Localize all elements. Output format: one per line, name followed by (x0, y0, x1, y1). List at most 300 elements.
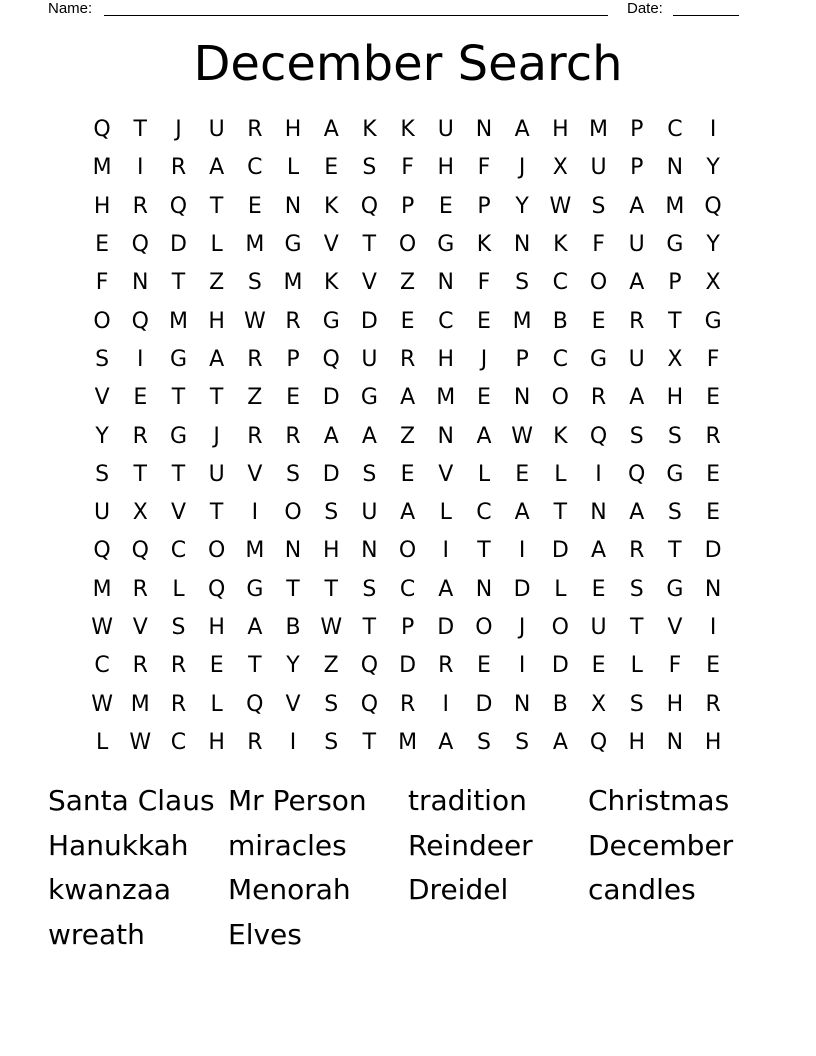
grid-letter[interactable]: R (170, 155, 187, 181)
grid-letter[interactable]: S (515, 729, 530, 755)
grid-letter[interactable]: C (399, 576, 416, 602)
grid-letter[interactable]: S (476, 729, 491, 755)
grid-letter[interactable]: N (437, 270, 455, 296)
grid-letter[interactable]: Z (323, 653, 339, 679)
grid-letter[interactable]: G (360, 385, 378, 411)
grid-letter[interactable]: R (170, 691, 187, 717)
grid-letter[interactable]: R (247, 423, 263, 449)
grid-letter[interactable]: M (245, 232, 265, 258)
grid-letter[interactable]: Q (207, 576, 226, 602)
grid-letter[interactable]: T (668, 538, 682, 564)
grid-letter[interactable]: S (362, 576, 377, 602)
grid-letter[interactable]: X (590, 691, 607, 717)
grid-letter[interactable]: D (551, 653, 569, 679)
grid-letter[interactable]: T (324, 576, 338, 602)
grid-letter[interactable]: T (133, 117, 147, 143)
grid-letter[interactable]: O (551, 385, 569, 411)
grid-letter[interactable]: P (515, 346, 529, 372)
grid-letter[interactable]: L (210, 232, 223, 258)
grid-letter[interactable]: R (285, 423, 301, 449)
grid-letter[interactable]: D (399, 653, 417, 679)
grid-letter[interactable]: I (595, 461, 602, 487)
grid-letter[interactable]: S (667, 500, 682, 526)
grid-letter[interactable]: H (208, 729, 225, 755)
grid-letter[interactable]: U (628, 346, 645, 372)
grid-letter[interactable]: H (552, 117, 569, 143)
grid-letter[interactable]: P (400, 615, 415, 640)
grid-letter[interactable]: T (133, 461, 147, 487)
grid-letter[interactable]: M (245, 538, 265, 564)
grid-letter[interactable]: K (324, 193, 339, 219)
grid-letter[interactable]: O (551, 615, 569, 640)
grid-letter[interactable]: Q (360, 193, 379, 219)
grid-letter[interactable]: E (400, 308, 415, 334)
grid-letter[interactable]: W (91, 691, 113, 717)
grid-letter[interactable]: G (437, 232, 455, 258)
grid-letter[interactable]: U (590, 615, 607, 640)
grid-letter[interactable]: U (361, 500, 378, 526)
grid-letter[interactable]: S (324, 691, 339, 717)
grid-letter[interactable]: N (132, 270, 149, 296)
grid-letter[interactable]: F (477, 155, 491, 181)
grid-letter[interactable]: W (243, 308, 266, 334)
grid-letter[interactable]: G (169, 346, 187, 372)
grid-letter[interactable]: M (512, 308, 532, 334)
grid-letter[interactable]: F (706, 346, 720, 372)
grid-letter[interactable]: L (286, 155, 300, 181)
grid-letter[interactable]: T (629, 615, 644, 640)
grid-letter[interactable]: R (132, 576, 148, 602)
grid-letter[interactable]: X (552, 155, 568, 181)
grid-letter[interactable]: N (666, 155, 684, 181)
grid-letter[interactable]: A (629, 385, 645, 411)
grid-letter[interactable]: D (513, 576, 531, 602)
grid-letter[interactable]: A (591, 538, 607, 564)
grid-letter[interactable]: T (362, 729, 377, 755)
grid-letter[interactable]: F (401, 155, 414, 181)
grid-letter[interactable]: P (400, 193, 415, 219)
grid-letter[interactable]: R (132, 423, 148, 449)
grid-letter[interactable]: S (667, 423, 682, 449)
grid-letter[interactable]: B (285, 615, 301, 640)
word-list-item: tradition (408, 784, 527, 817)
grid-letter[interactable]: N (284, 538, 302, 564)
grid-letter[interactable]: F (668, 653, 682, 679)
grid-letter[interactable]: L (554, 576, 567, 602)
grid-letter[interactable]: I (137, 155, 144, 181)
word-list-item: Christmas (588, 784, 730, 817)
grid-letter[interactable]: W (129, 729, 152, 755)
grid-letter[interactable]: F (95, 270, 109, 296)
grid-letter[interactable]: Q (360, 653, 379, 679)
grid-letter[interactable]: I (709, 117, 717, 143)
grid-letter[interactable]: T (209, 385, 224, 411)
grid-letter[interactable]: N (704, 576, 722, 602)
grid-letter[interactable]: K (553, 232, 568, 258)
grid-letter[interactable]: P (668, 270, 682, 296)
grid-letter[interactable]: S (591, 193, 606, 219)
grid-letter[interactable]: D (475, 691, 493, 717)
grid-letter[interactable]: R (438, 653, 454, 679)
grid-letter[interactable]: Q (131, 308, 149, 334)
grid-letter[interactable]: A (438, 576, 454, 602)
grid-letter[interactable]: I (137, 346, 144, 372)
grid-letter[interactable]: S (95, 461, 110, 487)
grid-letter[interactable]: S (324, 729, 339, 755)
grid-letter[interactable]: J (518, 155, 526, 181)
grid-letter[interactable]: C (247, 155, 263, 181)
header-fields (0, 0, 816, 22)
grid-letter[interactable]: Q (589, 423, 608, 449)
grid-letter[interactable]: C (667, 117, 683, 143)
grid-letter[interactable]: L (554, 461, 567, 487)
grid-letter[interactable]: A (323, 423, 339, 449)
grid-letter[interactable]: E (706, 461, 721, 487)
grid-row (83, 302, 733, 340)
grid-letter[interactable]: A (438, 729, 454, 755)
grid-letter[interactable]: M (92, 155, 112, 181)
grid-letter[interactable]: A (629, 500, 645, 526)
grid-row (83, 417, 733, 455)
grid-letter[interactable]: V (132, 615, 148, 640)
grid-letter[interactable]: R (399, 346, 416, 372)
grid-letter[interactable]: G (169, 423, 187, 449)
grid-letter[interactable]: T (209, 193, 224, 219)
grid-letter[interactable]: N (361, 538, 378, 564)
grid-letter[interactable]: M (283, 270, 303, 296)
grid-letter[interactable]: O (398, 538, 417, 564)
grid-letter[interactable]: R (399, 691, 416, 717)
grid-letter[interactable]: X (705, 270, 721, 296)
grid-letter[interactable]: E (477, 308, 491, 334)
grid-letter[interactable]: O (284, 500, 302, 526)
grid-letter[interactable]: A (629, 270, 645, 296)
grid-letter[interactable]: E (286, 385, 300, 411)
grid-letter[interactable]: C (476, 500, 492, 526)
grid-letter[interactable]: G (322, 308, 340, 334)
grid-letter[interactable]: D (322, 461, 340, 487)
grid-letter[interactable]: Q (322, 346, 340, 372)
grid-letter[interactable]: L (95, 729, 109, 755)
grid-letter[interactable]: E (515, 461, 530, 487)
grid-letter[interactable]: Q (131, 538, 149, 564)
grid-letter[interactable]: T (362, 232, 377, 258)
grid-letter[interactable]: T (209, 500, 224, 526)
grid-letter[interactable]: D (169, 232, 187, 258)
grid-letter[interactable]: A (629, 193, 645, 219)
grid-letter[interactable]: W (91, 615, 113, 640)
grid-letter[interactable]: L (630, 653, 643, 679)
grid-letter[interactable]: S (362, 461, 377, 487)
grid-letter[interactable]: E (209, 653, 224, 679)
grid-letter[interactable]: H (93, 193, 111, 219)
grid-letter[interactable]: O (207, 538, 226, 564)
grid-letter[interactable]: M (92, 576, 112, 602)
grid-letter[interactable]: V (285, 691, 301, 717)
grid-letter[interactable]: T (248, 653, 262, 679)
grid-letter[interactable]: E (95, 232, 110, 258)
grid-letter[interactable]: D (551, 538, 569, 564)
grid-letter[interactable]: Y (706, 232, 720, 258)
word-list-item: Elves (228, 917, 302, 951)
grid-letter[interactable]: G (666, 232, 684, 258)
grid-letter[interactable]: V (94, 385, 110, 411)
grid-letter[interactable]: P (630, 117, 644, 143)
grid-letter[interactable]: T (362, 615, 377, 640)
grid-letter[interactable]: Q (93, 117, 111, 143)
grid-letter[interactable]: H (437, 155, 455, 181)
grid-letter[interactable]: R (629, 538, 645, 564)
grid-letter[interactable]: E (706, 653, 721, 679)
grid-letter[interactable]: G (246, 576, 264, 602)
grid-letter[interactable]: R (705, 691, 721, 717)
grid-letter[interactable]: H (208, 615, 225, 640)
grid-letter[interactable]: H (208, 308, 225, 334)
grid-letter[interactable]: C (170, 538, 187, 564)
grid-letter[interactable]: X (667, 346, 683, 372)
grid-letter[interactable]: E (591, 308, 606, 334)
grid-letter[interactable]: A (361, 423, 377, 449)
grid-letter[interactable]: A (514, 117, 530, 143)
grid-letter[interactable]: L (172, 576, 185, 602)
grid-letter[interactable]: N (513, 385, 531, 411)
grid-letter[interactable]: R (590, 385, 607, 411)
grid-letter[interactable]: D (360, 308, 378, 334)
grid-letter[interactable]: G (666, 461, 684, 487)
grid-letter[interactable]: Q (360, 691, 379, 717)
grid-letter[interactable]: Q (704, 193, 722, 219)
grid-letter[interactable]: V (170, 500, 186, 526)
grid-letter[interactable]: E (477, 385, 491, 411)
grid-letter[interactable]: Z (400, 423, 416, 449)
grid-letter[interactable]: J (480, 346, 488, 372)
grid-letter[interactable]: K (362, 117, 377, 143)
grid-letter[interactable]: J (518, 615, 526, 640)
grid-letter[interactable]: R (132, 653, 148, 679)
grid-letter[interactable]: E (133, 385, 148, 411)
grid-letter[interactable]: Y (95, 423, 109, 449)
grid-letter[interactable]: V (667, 615, 683, 640)
grid-letter[interactable]: Q (628, 461, 646, 487)
grid-letter[interactable]: N (437, 423, 455, 449)
grid-letter[interactable]: H (284, 117, 302, 143)
grid-letter[interactable]: T (477, 538, 491, 564)
grid-letter[interactable]: C (552, 270, 569, 296)
grid-letter[interactable]: Z (400, 270, 416, 296)
grid-letter[interactable]: R (247, 117, 263, 143)
grid-letter[interactable]: Y (706, 155, 720, 181)
grid-letter[interactable]: R (247, 346, 263, 372)
grid-letter[interactable]: N (513, 691, 531, 717)
grid-letter[interactable]: M (130, 691, 150, 717)
grid-letter[interactable]: B (552, 691, 568, 717)
grid-letter[interactable]: Z (209, 270, 225, 296)
grid-letter[interactable]: A (476, 423, 492, 449)
grid-letter[interactable]: Y (515, 193, 529, 219)
grid-letter[interactable]: D (322, 385, 340, 411)
grid-letter[interactable]: L (439, 500, 452, 526)
grid-letter[interactable]: B (552, 308, 568, 334)
date-blank-line[interactable] (673, 15, 739, 16)
grid-letter[interactable]: I (709, 615, 717, 640)
grid-letter[interactable]: C (94, 653, 110, 679)
grid-letter[interactable]: I (518, 538, 526, 564)
grid-letter[interactable]: K (400, 117, 415, 143)
grid-letter[interactable]: M (168, 308, 188, 334)
grid-letter[interactable]: R (247, 729, 263, 755)
grid-letter[interactable]: U (628, 232, 645, 258)
grid-letter[interactable]: M (436, 385, 456, 411)
grid-letter[interactable]: S (629, 691, 644, 717)
grid-letter[interactable]: W (511, 423, 534, 449)
grid-letter[interactable]: X (132, 500, 148, 526)
grid-letter[interactable]: E (247, 193, 262, 219)
word-list-item: candles (588, 873, 696, 906)
grid-letter[interactable]: K (476, 232, 492, 258)
grid-letter[interactable]: J (213, 423, 220, 449)
letter-grid (83, 111, 733, 762)
grid-letter[interactable]: O (93, 308, 111, 334)
grid-letter[interactable]: A (400, 385, 416, 411)
grid-letter[interactable]: L (477, 461, 491, 487)
grid-letter[interactable]: E (400, 461, 415, 487)
grid-letter[interactable]: C (552, 346, 569, 372)
grid-letter[interactable]: U (361, 346, 378, 372)
grid-letter[interactable]: T (171, 461, 186, 487)
grid-letter[interactable]: E (324, 155, 339, 181)
grid-letter[interactable]: A (209, 346, 225, 372)
grid-letter[interactable]: M (665, 193, 685, 219)
grid-letter[interactable]: I (518, 653, 526, 679)
grid-letter[interactable]: S (629, 576, 644, 602)
grid-letter[interactable]: I (442, 691, 450, 717)
grid-letter[interactable]: A (514, 500, 530, 526)
grid-letter[interactable]: W (320, 615, 343, 640)
grid-letter[interactable]: C (170, 729, 187, 755)
grid-letter[interactable]: N (475, 576, 493, 602)
grid-letter[interactable]: T (171, 385, 186, 411)
grid-letter[interactable]: H (666, 691, 684, 717)
grid-letter[interactable]: U (208, 461, 225, 487)
grid-letter[interactable]: L (210, 691, 223, 717)
grid-letter[interactable]: P (286, 346, 300, 372)
grid-letter[interactable]: V (323, 232, 339, 258)
grid-letter[interactable]: E (438, 193, 453, 219)
grid-letter[interactable]: F (477, 270, 491, 296)
grid-letter[interactable]: C (438, 308, 454, 334)
grid-letter[interactable]: T (171, 270, 186, 296)
grid-letter[interactable]: K (324, 270, 339, 296)
grid-letter[interactable]: A (552, 729, 568, 755)
grid-letter[interactable]: V (361, 270, 377, 296)
grid-letter[interactable]: R (170, 653, 187, 679)
grid-letter[interactable]: N (284, 193, 302, 219)
grid-letter[interactable]: S (629, 423, 644, 449)
grid-letter[interactable]: O (475, 615, 493, 640)
grid-letter[interactable]: Q (93, 538, 111, 564)
grid-row (83, 264, 733, 302)
grid-letter[interactable]: M (589, 117, 609, 143)
grid-letter[interactable]: H (704, 729, 722, 755)
grid-letter[interactable]: A (209, 155, 225, 181)
grid-letter[interactable]: N (666, 729, 684, 755)
grid-letter[interactable]: U (208, 117, 225, 143)
grid-letter[interactable]: P (630, 155, 644, 181)
grid-letter[interactable]: S (362, 155, 377, 181)
grid-letter[interactable]: U (590, 155, 607, 181)
grid-letter[interactable]: P (477, 193, 491, 219)
grid-letter[interactable]: V (247, 461, 263, 487)
grid-letter[interactable]: H (666, 385, 684, 411)
grid-letter[interactable]: G (284, 232, 302, 258)
grid-letter[interactable]: H (322, 538, 340, 564)
name-blank-line[interactable] (104, 15, 608, 16)
grid-letter[interactable]: Q (246, 691, 264, 717)
grid-letter[interactable]: A (323, 117, 339, 143)
grid-letter[interactable]: E (591, 653, 606, 679)
grid-letter[interactable]: S (324, 500, 339, 526)
grid-letter[interactable]: S (286, 461, 301, 487)
grid-letter[interactable]: F (592, 232, 605, 258)
grid-letter[interactable]: Z (247, 385, 263, 411)
grid-letter[interactable]: U (94, 500, 111, 526)
grid-letter[interactable]: R (705, 423, 721, 449)
grid-letter[interactable]: M (398, 729, 418, 755)
grid-letter[interactable]: R (132, 193, 148, 219)
grid-letter[interactable]: J (175, 117, 182, 143)
grid-letter[interactable]: G (704, 308, 722, 334)
grid-letter[interactable]: N (590, 500, 607, 526)
grid-letter[interactable]: N (513, 232, 531, 258)
grid-letter[interactable]: T (286, 576, 300, 602)
grid-letter[interactable]: E (477, 653, 491, 679)
grid-letter[interactable]: Y (286, 653, 300, 679)
grid-letter[interactable]: A (400, 500, 416, 526)
grid-letter[interactable]: I (442, 538, 450, 564)
grid-letter[interactable]: R (629, 308, 645, 334)
grid-letter[interactable]: T (668, 308, 682, 334)
grid-letter[interactable]: S (95, 346, 110, 372)
grid-letter[interactable]: H (628, 729, 645, 755)
grid-letter[interactable]: I (289, 729, 297, 755)
grid-letter[interactable]: Q (131, 232, 149, 258)
grid-letter[interactable]: E (706, 385, 721, 411)
grid-letter[interactable]: U (437, 117, 454, 143)
grid-letter[interactable]: Q (589, 729, 608, 755)
grid-letter[interactable]: I (251, 500, 259, 526)
grid-letter[interactable]: E (706, 500, 721, 526)
grid-letter[interactable]: R (285, 308, 301, 334)
grid-letter[interactable]: O (398, 232, 417, 258)
grid-letter[interactable]: N (475, 117, 493, 143)
grid-letter[interactable]: W (549, 193, 572, 219)
grid-letter[interactable]: O (589, 270, 608, 296)
grid-letter[interactable]: A (247, 615, 263, 640)
grid-letter[interactable]: Q (169, 193, 188, 219)
grid-letter[interactable]: K (553, 423, 568, 449)
grid-letter[interactable]: T (553, 500, 568, 526)
grid-letter[interactable]: S (515, 270, 530, 296)
grid-letter[interactable]: D (437, 615, 455, 640)
grid-letter[interactable]: G (666, 576, 684, 602)
grid-letter[interactable]: H (437, 346, 455, 372)
grid-letter[interactable]: V (438, 461, 454, 487)
grid-letter[interactable]: D (704, 538, 722, 564)
grid-letter[interactable]: S (171, 615, 186, 640)
grid-letter[interactable]: E (591, 576, 606, 602)
grid-letter[interactable]: G (590, 346, 608, 372)
grid-letter[interactable]: S (247, 270, 262, 296)
